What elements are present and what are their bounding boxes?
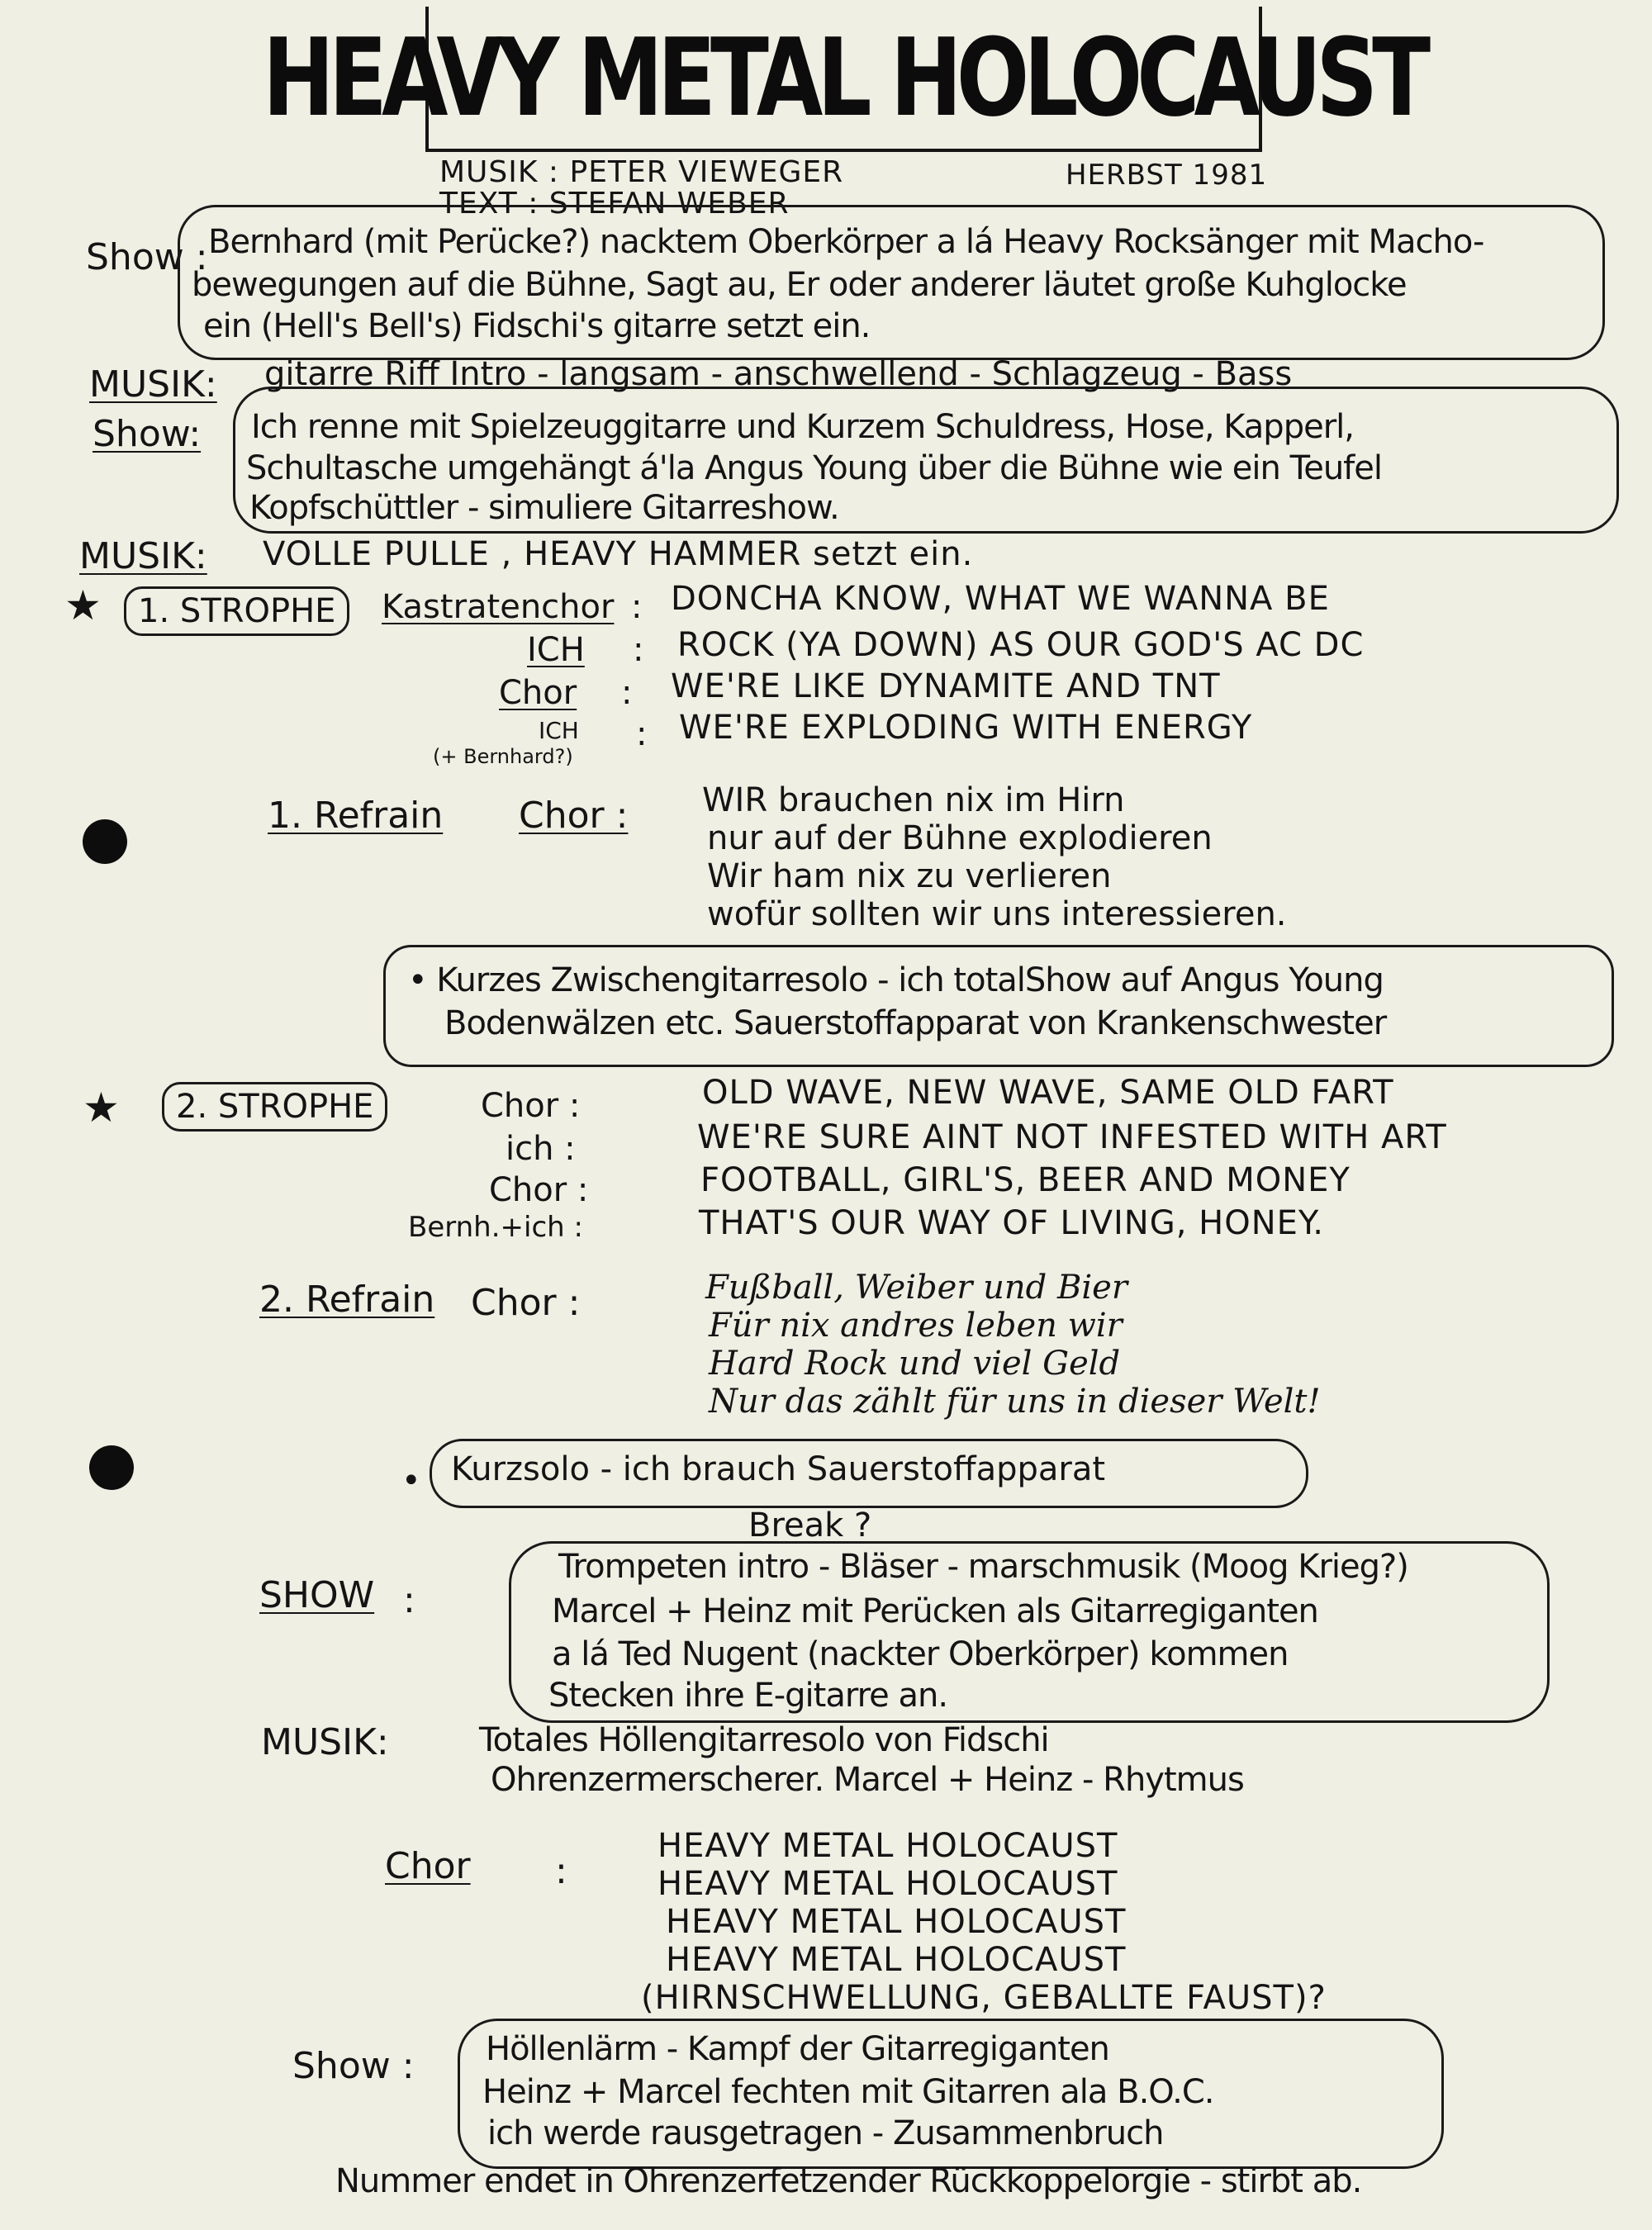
- chor-colon: :: [555, 1850, 567, 1892]
- strophe-1-who-1: Kastratenchor: [382, 588, 615, 626]
- show-4-line-2: Heinz + Marcel fechten mit Gitarren ala B.O.C.: [482, 2073, 1214, 2111]
- strophe-1-colon-1: :: [631, 588, 643, 626]
- date-label: HERBST 1981: [1066, 159, 1268, 192]
- show-4-line-3: ich werde rausgetragen - Zusammenbruch: [487, 2114, 1164, 2152]
- ending-line: Nummer endet in Ohrenzerfetzender Rückkoppelorgie - stirbt ab.: [335, 2162, 1362, 2200]
- refrain-2-line-2: Für nix andres leben wir: [709, 1307, 1123, 1345]
- show-3-colon: :: [403, 1579, 415, 1621]
- chor-line-4: HEAVY METAL HOLOCAUST: [666, 1941, 1127, 1979]
- show-3-line-2: Marcel + Heinz mit Perücken als Gitarregiganten: [552, 1592, 1318, 1630]
- solo-2-bullet: •: [401, 1462, 421, 1500]
- strophe-1-who-2: ICH: [527, 631, 585, 669]
- strophe-1-who-3: Chor: [499, 674, 577, 712]
- musik-label-1: MUSIK:: [89, 363, 217, 406]
- refrain-1-line-1: WIR brauchen nix im Hirn: [702, 781, 1125, 819]
- show-label-3: SHOW: [259, 1574, 375, 1616]
- musik-label-2: MUSIK:: [79, 535, 207, 577]
- strophe-2-who-3: Chor :: [489, 1171, 589, 1209]
- show-label-2: Show:: [93, 413, 202, 455]
- strophe-1-line-2: ROCK (YA DOWN) AS OUR GOD'S AC DC: [677, 626, 1365, 664]
- musik-3-line-2: Ohrenzermerscherer. Marcel + Heinz - Rhytmus: [491, 1761, 1244, 1799]
- show-2-line-3: Kopfschüttler - simuliere Gitarreshow.: [249, 489, 839, 527]
- strophe-1-who-sub: (+ Bernhard?): [433, 745, 573, 768]
- strophe-1-colon-2: :: [633, 631, 644, 669]
- show-1-line-3: ein (Hell's Bell's) Fidschi's gitarre setzt ein.: [203, 307, 871, 345]
- strophe-2-line-4: THAT'S OUR WAY OF LIVING, HONEY.: [699, 1204, 1324, 1242]
- refrain-2-label: 2. Refrain: [259, 1279, 435, 1321]
- strophe-1-colon-3: :: [621, 674, 633, 712]
- show-2-line-2: Schultasche umgehängt á'la Angus Young über die Bühne wie ein Teufel: [246, 449, 1382, 487]
- strophe-1-line-4: WE'RE EXPLODING WITH ENERGY: [679, 709, 1253, 747]
- strophe-1-who-4: ICH: [539, 717, 579, 744]
- strophe-1-line-1: DONCHA KNOW, WHAT WE WANNA BE: [671, 580, 1330, 618]
- chor-line-5: (HIRNSCHWELLUNG, GEBALLTE FAUST)?: [641, 1979, 1327, 2017]
- refrain-1-label: 1. Refrain: [268, 795, 444, 837]
- strophe-2-line-2: WE'RE SURE AINT NOT INFESTED WITH ART: [697, 1118, 1447, 1156]
- strophe-2-line-3: FOOTBALL, GIRL'S, BEER AND MONEY: [700, 1161, 1351, 1199]
- show-1-line-1: Bernhard (mit Perücke?) nacktem Oberkörper a lá Heavy Rocksänger mit Macho-: [208, 223, 1484, 261]
- show-label-4: Show :: [292, 2045, 415, 2087]
- refrain-2-line-4: Nur das zählt für uns in dieser Welt!: [709, 1383, 1321, 1421]
- strophe-1-colon-4: :: [636, 715, 648, 753]
- show-3-line-4: Stecken ihre E-gitarre an.: [548, 1677, 948, 1715]
- refrain-1-line-4: wofür sollten wir uns interessieren.: [707, 895, 1287, 933]
- show-label-1: Show :: [86, 236, 208, 278]
- bullet-dot: [89, 1445, 134, 1490]
- solo-1-line-2: Bodenwälzen etc. Sauerstoffapparat von Krankenschwester: [444, 1004, 1387, 1042]
- show-2-line-1: Ich renne mit Spielzeuggitarre und Kurzem Schuldress, Hose, Kapperl,: [251, 408, 1354, 446]
- musik-label-3: MUSIK:: [261, 1721, 389, 1763]
- refrain-1-who: Chor :: [519, 795, 629, 837]
- strophe-2-who-1: Chor :: [481, 1087, 581, 1125]
- refrain-1-line-2: nur auf der Bühne explodieren: [707, 819, 1213, 857]
- text-credit: TEXT : STEFAN WEBER: [439, 187, 790, 221]
- refrain-1-line-3: Wir ham nix zu verlieren: [707, 857, 1112, 895]
- musik-2-text: VOLLE PULLE , HEAVY HAMMER setzt ein.: [263, 535, 974, 573]
- show-1-line-2: bewegungen auf die Bühne, Sagt au, Er oder anderer läutet große Kuhglocke: [192, 266, 1407, 304]
- strophe-2-who-2: ich :: [506, 1130, 576, 1168]
- chor-line-3: HEAVY METAL HOLOCAUST: [666, 1903, 1127, 1941]
- chor-label: Chor: [385, 1845, 471, 1887]
- strophe-2-who-4: Bernh.+ich :: [408, 1211, 583, 1244]
- strophe-1-label: 1. STROPHE: [124, 586, 349, 636]
- musik-3-line-1: Totales Höllengitarresolo von Fidschi: [479, 1721, 1049, 1759]
- refrain-2-line-3: Hard Rock und viel Geld: [709, 1345, 1121, 1383]
- solo-1-line-1: • Kurzes Zwischengitarresolo - ich totalShow auf Angus Young: [408, 961, 1384, 999]
- show-3-line-3: a lá Ted Nugent (nackter Oberkörper) kommen: [552, 1635, 1289, 1673]
- strophe-1-line-3: WE'RE LIKE DYNAMITE AND TNT: [671, 667, 1221, 705]
- musik-1-text: gitarre Riff Intro - langsam - anschwellend - Schlagzeug - Bass: [264, 355, 1293, 393]
- chor-line-2: HEAVY METAL HOLOCAUST: [657, 1865, 1118, 1903]
- title-frame: [262, 7, 1426, 152]
- page-title: HEAVY METAL HOLOCAUST: [262, 14, 1426, 141]
- show-3-line-1: Trompeten intro - Bläser - marschmusik (Moog Krieg?): [558, 1548, 1408, 1586]
- show-4-line-1: Höllenlärm - Kampf der Gitarregiganten: [486, 2030, 1109, 2068]
- strophe-2-label: 2. STROPHE: [162, 1082, 387, 1132]
- break-label: Break ?: [748, 1506, 872, 1544]
- bullet-dot: [83, 819, 127, 864]
- solo-2-text: Kurzsolo - ich brauch Sauerstoffapparat: [451, 1450, 1106, 1488]
- strophe-2-line-1: OLD WAVE, NEW WAVE, SAME OLD FART: [702, 1074, 1394, 1112]
- musik-credit: MUSIK : PETER VIEWEGER: [439, 155, 844, 189]
- star-icon: ★: [83, 1084, 120, 1132]
- refrain-2-line-1: Fußball, Weiber und Bier: [705, 1269, 1127, 1307]
- chor-line-1: HEAVY METAL HOLOCAUST: [657, 1827, 1118, 1865]
- refrain-2-who: Chor :: [471, 1282, 581, 1324]
- star-icon: ★: [64, 581, 102, 629]
